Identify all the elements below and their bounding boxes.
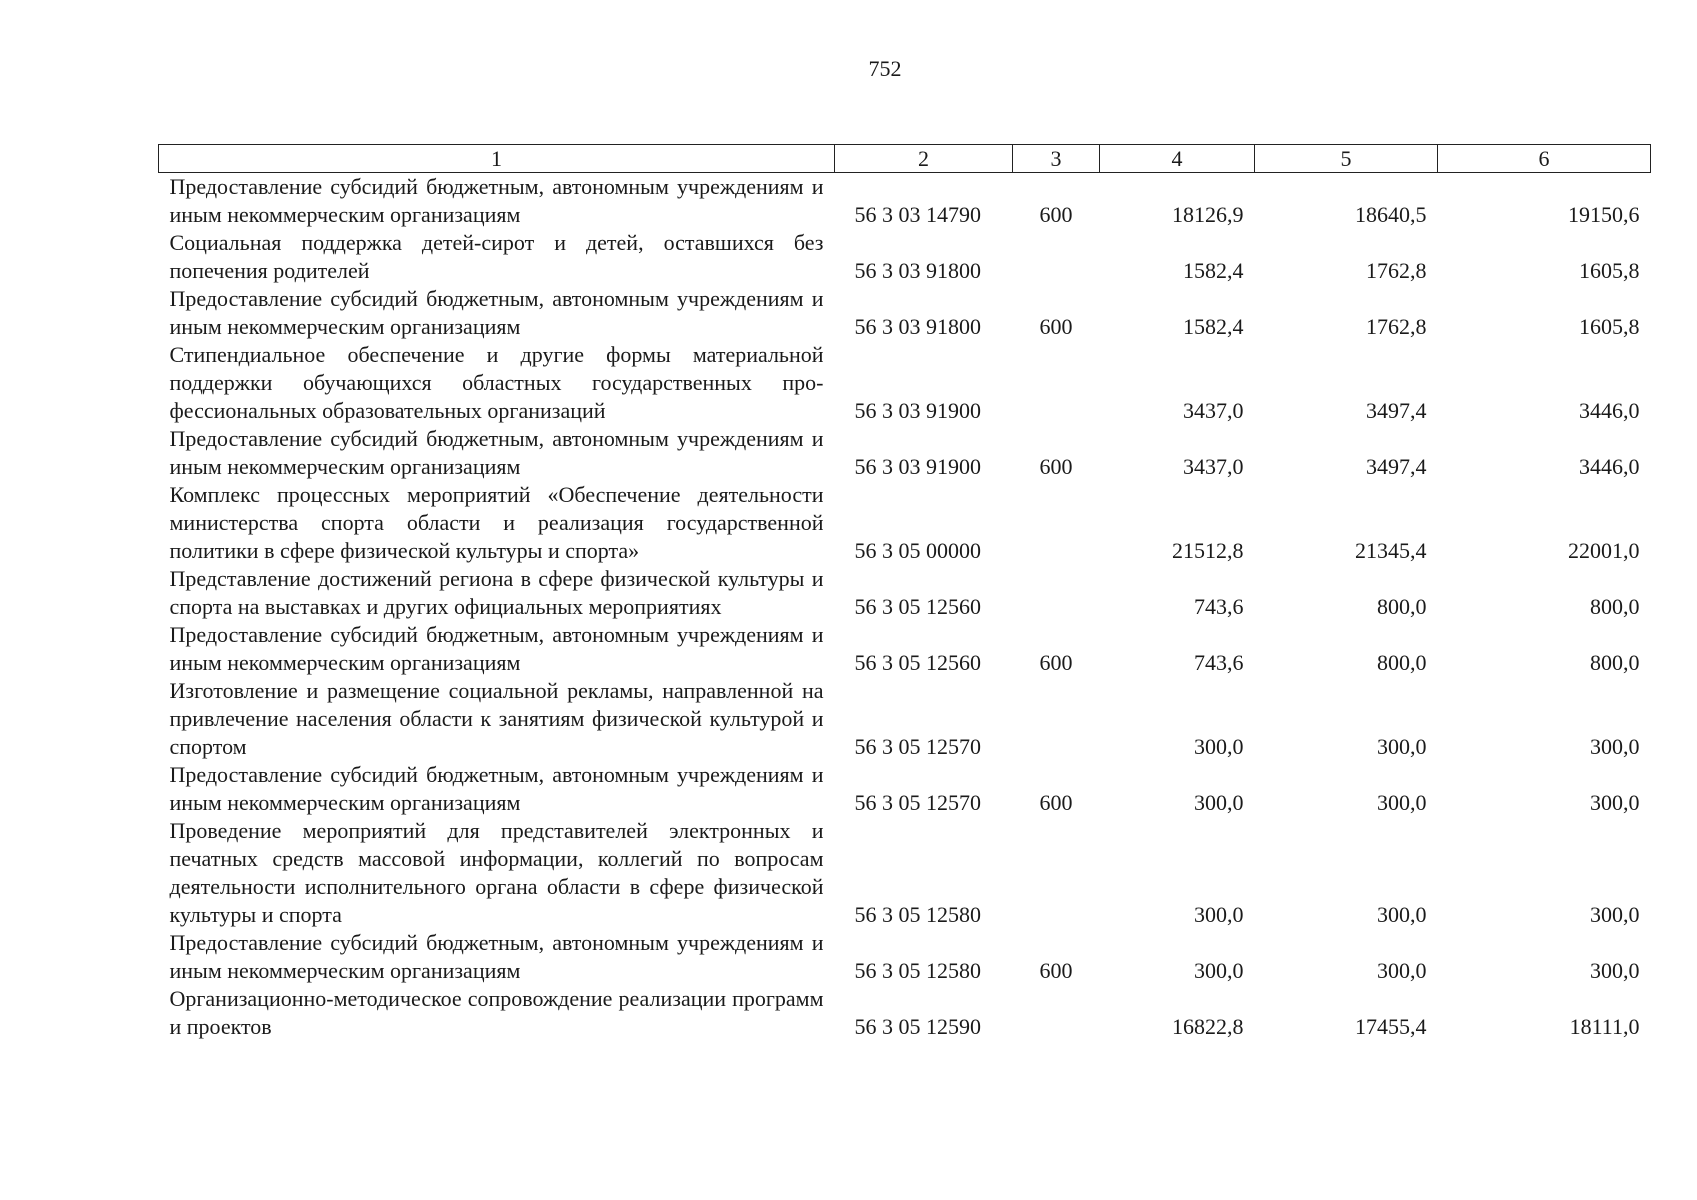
row-value-1: 16822,8 xyxy=(1172,1014,1244,1039)
row-value-1: 21512,8 xyxy=(1172,538,1244,563)
table-row xyxy=(159,425,1651,481)
row-code: 56 3 03 91900 xyxy=(854,398,981,423)
row-expense-type xyxy=(1013,341,1100,425)
row-value-3: 300,0 xyxy=(1590,790,1640,815)
row-value-2: 21345,4 xyxy=(1355,538,1427,563)
row-expense-type xyxy=(1013,985,1100,1041)
row-value-3: 3446,0 xyxy=(1579,398,1640,423)
table-row xyxy=(159,341,1651,425)
page-number: 752 xyxy=(868,56,902,81)
row-name: Изготовление и размещение социальной рекламы, направленной на привлечение населения области к занятиям физической культурой и спортом xyxy=(169,678,824,759)
table-row xyxy=(159,565,1651,621)
table-row xyxy=(159,229,1651,285)
row-value-1: 1582,4 xyxy=(1183,314,1244,339)
row-name: Организационно-методическое сопровождение реализации программ и проектов xyxy=(169,986,824,1039)
row-code: 56 3 03 91900 xyxy=(854,454,981,479)
row-value-3: 300,0 xyxy=(1590,902,1640,927)
table-row xyxy=(159,677,1651,761)
row-value-3: 3446,0 xyxy=(1579,454,1640,479)
row-code: 56 3 05 12570 xyxy=(854,790,981,815)
row-expense-type: 600 xyxy=(1039,650,1073,675)
row-value-2: 18640,5 xyxy=(1355,202,1427,227)
table-header-row xyxy=(159,145,1651,173)
row-value-3: 1605,8 xyxy=(1579,314,1640,339)
row-code: 56 3 03 91800 xyxy=(854,258,981,283)
row-value-1: 300,0 xyxy=(1194,734,1244,759)
table-row xyxy=(159,761,1651,817)
row-value-3: 18111,0 xyxy=(1569,1014,1640,1039)
row-name: Предоставление субсидий бюджетным, автономным учреждениям и иным некоммерческим организациям xyxy=(169,622,824,675)
table-row xyxy=(159,285,1651,341)
column-header-3: 3 xyxy=(1013,145,1100,173)
row-value-2: 1762,8 xyxy=(1366,314,1427,339)
row-code: 56 3 05 12560 xyxy=(854,594,981,619)
row-code: 56 3 05 12580 xyxy=(854,958,981,983)
row-name: Предоставление субсидий бюджетным, автономным учреждениям и иным некоммерческим организациям xyxy=(169,762,824,815)
row-value-2: 300,0 xyxy=(1377,902,1427,927)
row-value-3: 800,0 xyxy=(1590,594,1640,619)
column-header-2: 2 xyxy=(835,145,1013,173)
row-code: 56 3 03 91800 xyxy=(854,314,981,339)
row-value-2: 300,0 xyxy=(1377,790,1427,815)
table-row xyxy=(159,173,1651,230)
row-name: Предоставление субсидий бюджетным, автономным учреждениям и иным некоммерческим организациям xyxy=(169,174,824,227)
row-code: 56 3 05 12580 xyxy=(854,902,981,927)
row-expense-type: 600 xyxy=(1039,202,1073,227)
row-name: Социальная поддержка детей-сирот и детей, оставшихся без попечения родителей xyxy=(169,230,824,283)
row-expense-type xyxy=(1013,481,1100,565)
table-row xyxy=(159,621,1651,677)
row-value-2: 1762,8 xyxy=(1366,258,1427,283)
row-code: 56 3 05 00000 xyxy=(854,538,981,563)
row-name: Предоставление субсидий бюджетным, автономным учреждениям и иным некоммерческим организациям xyxy=(169,930,824,983)
row-value-3: 300,0 xyxy=(1590,734,1640,759)
row-value-3: 800,0 xyxy=(1590,650,1640,675)
row-expense-type xyxy=(1013,229,1100,285)
table-row xyxy=(159,929,1651,985)
row-value-2: 800,0 xyxy=(1377,650,1427,675)
row-value-2: 300,0 xyxy=(1377,734,1427,759)
row-value-3: 300,0 xyxy=(1590,958,1640,983)
row-name: Предоставление субсидий бюджетным, автономным учреждениям и иным некоммерческим организациям xyxy=(169,286,824,339)
row-value-1: 300,0 xyxy=(1194,902,1244,927)
row-value-3: 22001,0 xyxy=(1568,538,1640,563)
table-row xyxy=(159,817,1651,929)
row-value-1: 743,6 xyxy=(1194,594,1244,619)
row-value-3: 19150,6 xyxy=(1568,202,1640,227)
row-name: Проведение мероприятий для представителей электронных и печатных средств массовой информации, коллегий по вопросам деятельности исполнительного органа области в сфере физической культуры и спорта xyxy=(169,818,824,927)
row-value-1: 1582,4 xyxy=(1183,258,1244,283)
row-expense-type: 600 xyxy=(1039,454,1073,479)
row-value-2: 3497,4 xyxy=(1366,398,1427,423)
budget-table xyxy=(158,144,1651,1041)
row-value-1: 18126,9 xyxy=(1172,202,1244,227)
row-value-3: 1605,8 xyxy=(1579,258,1640,283)
row-expense-type xyxy=(1013,677,1100,761)
row-name: Стипендиальное обеспечение и другие формы материальной поддержки обучающихся областных государственных профессиональных образовательных организаций xyxy=(169,342,824,423)
row-expense-type: 600 xyxy=(1039,958,1073,983)
row-code: 56 3 05 12560 xyxy=(854,650,981,675)
row-expense-type xyxy=(1013,817,1100,929)
row-name: Комплекс процессных мероприятий «Обеспечение деятельности министерства спорта области и реализация государственной политики в сфере физической культуры и спорта» xyxy=(169,482,824,563)
row-value-1: 743,6 xyxy=(1194,650,1244,675)
row-expense-type: 600 xyxy=(1039,790,1073,815)
table-row xyxy=(159,481,1651,565)
row-value-2: 17455,4 xyxy=(1355,1014,1427,1039)
column-header-6: 6 xyxy=(1438,145,1651,173)
row-value-1: 3437,0 xyxy=(1183,398,1244,423)
row-code: 56 3 05 12570 xyxy=(854,734,981,759)
column-header-4: 4 xyxy=(1100,145,1255,173)
row-value-1: 300,0 xyxy=(1194,790,1244,815)
row-expense-type xyxy=(1013,565,1100,621)
row-code: 56 3 03 14790 xyxy=(854,202,981,227)
column-header-5: 5 xyxy=(1255,145,1438,173)
row-name: Предоставление субсидий бюджетным, автономным учреждениям и иным некоммерческим организациям xyxy=(169,426,824,479)
row-value-1: 300,0 xyxy=(1194,958,1244,983)
row-value-1: 3437,0 xyxy=(1183,454,1244,479)
row-code: 56 3 05 12590 xyxy=(854,1014,981,1039)
row-name: Представление достижений региона в сфере физической культуры и спорта на выставках и других официальных мероприятиях xyxy=(169,566,824,619)
row-expense-type: 600 xyxy=(1039,314,1073,339)
row-value-2: 800,0 xyxy=(1377,594,1427,619)
column-header-1: 1 xyxy=(159,145,835,173)
row-value-2: 300,0 xyxy=(1377,958,1427,983)
row-value-2: 3497,4 xyxy=(1366,454,1427,479)
table-row xyxy=(159,985,1651,1041)
